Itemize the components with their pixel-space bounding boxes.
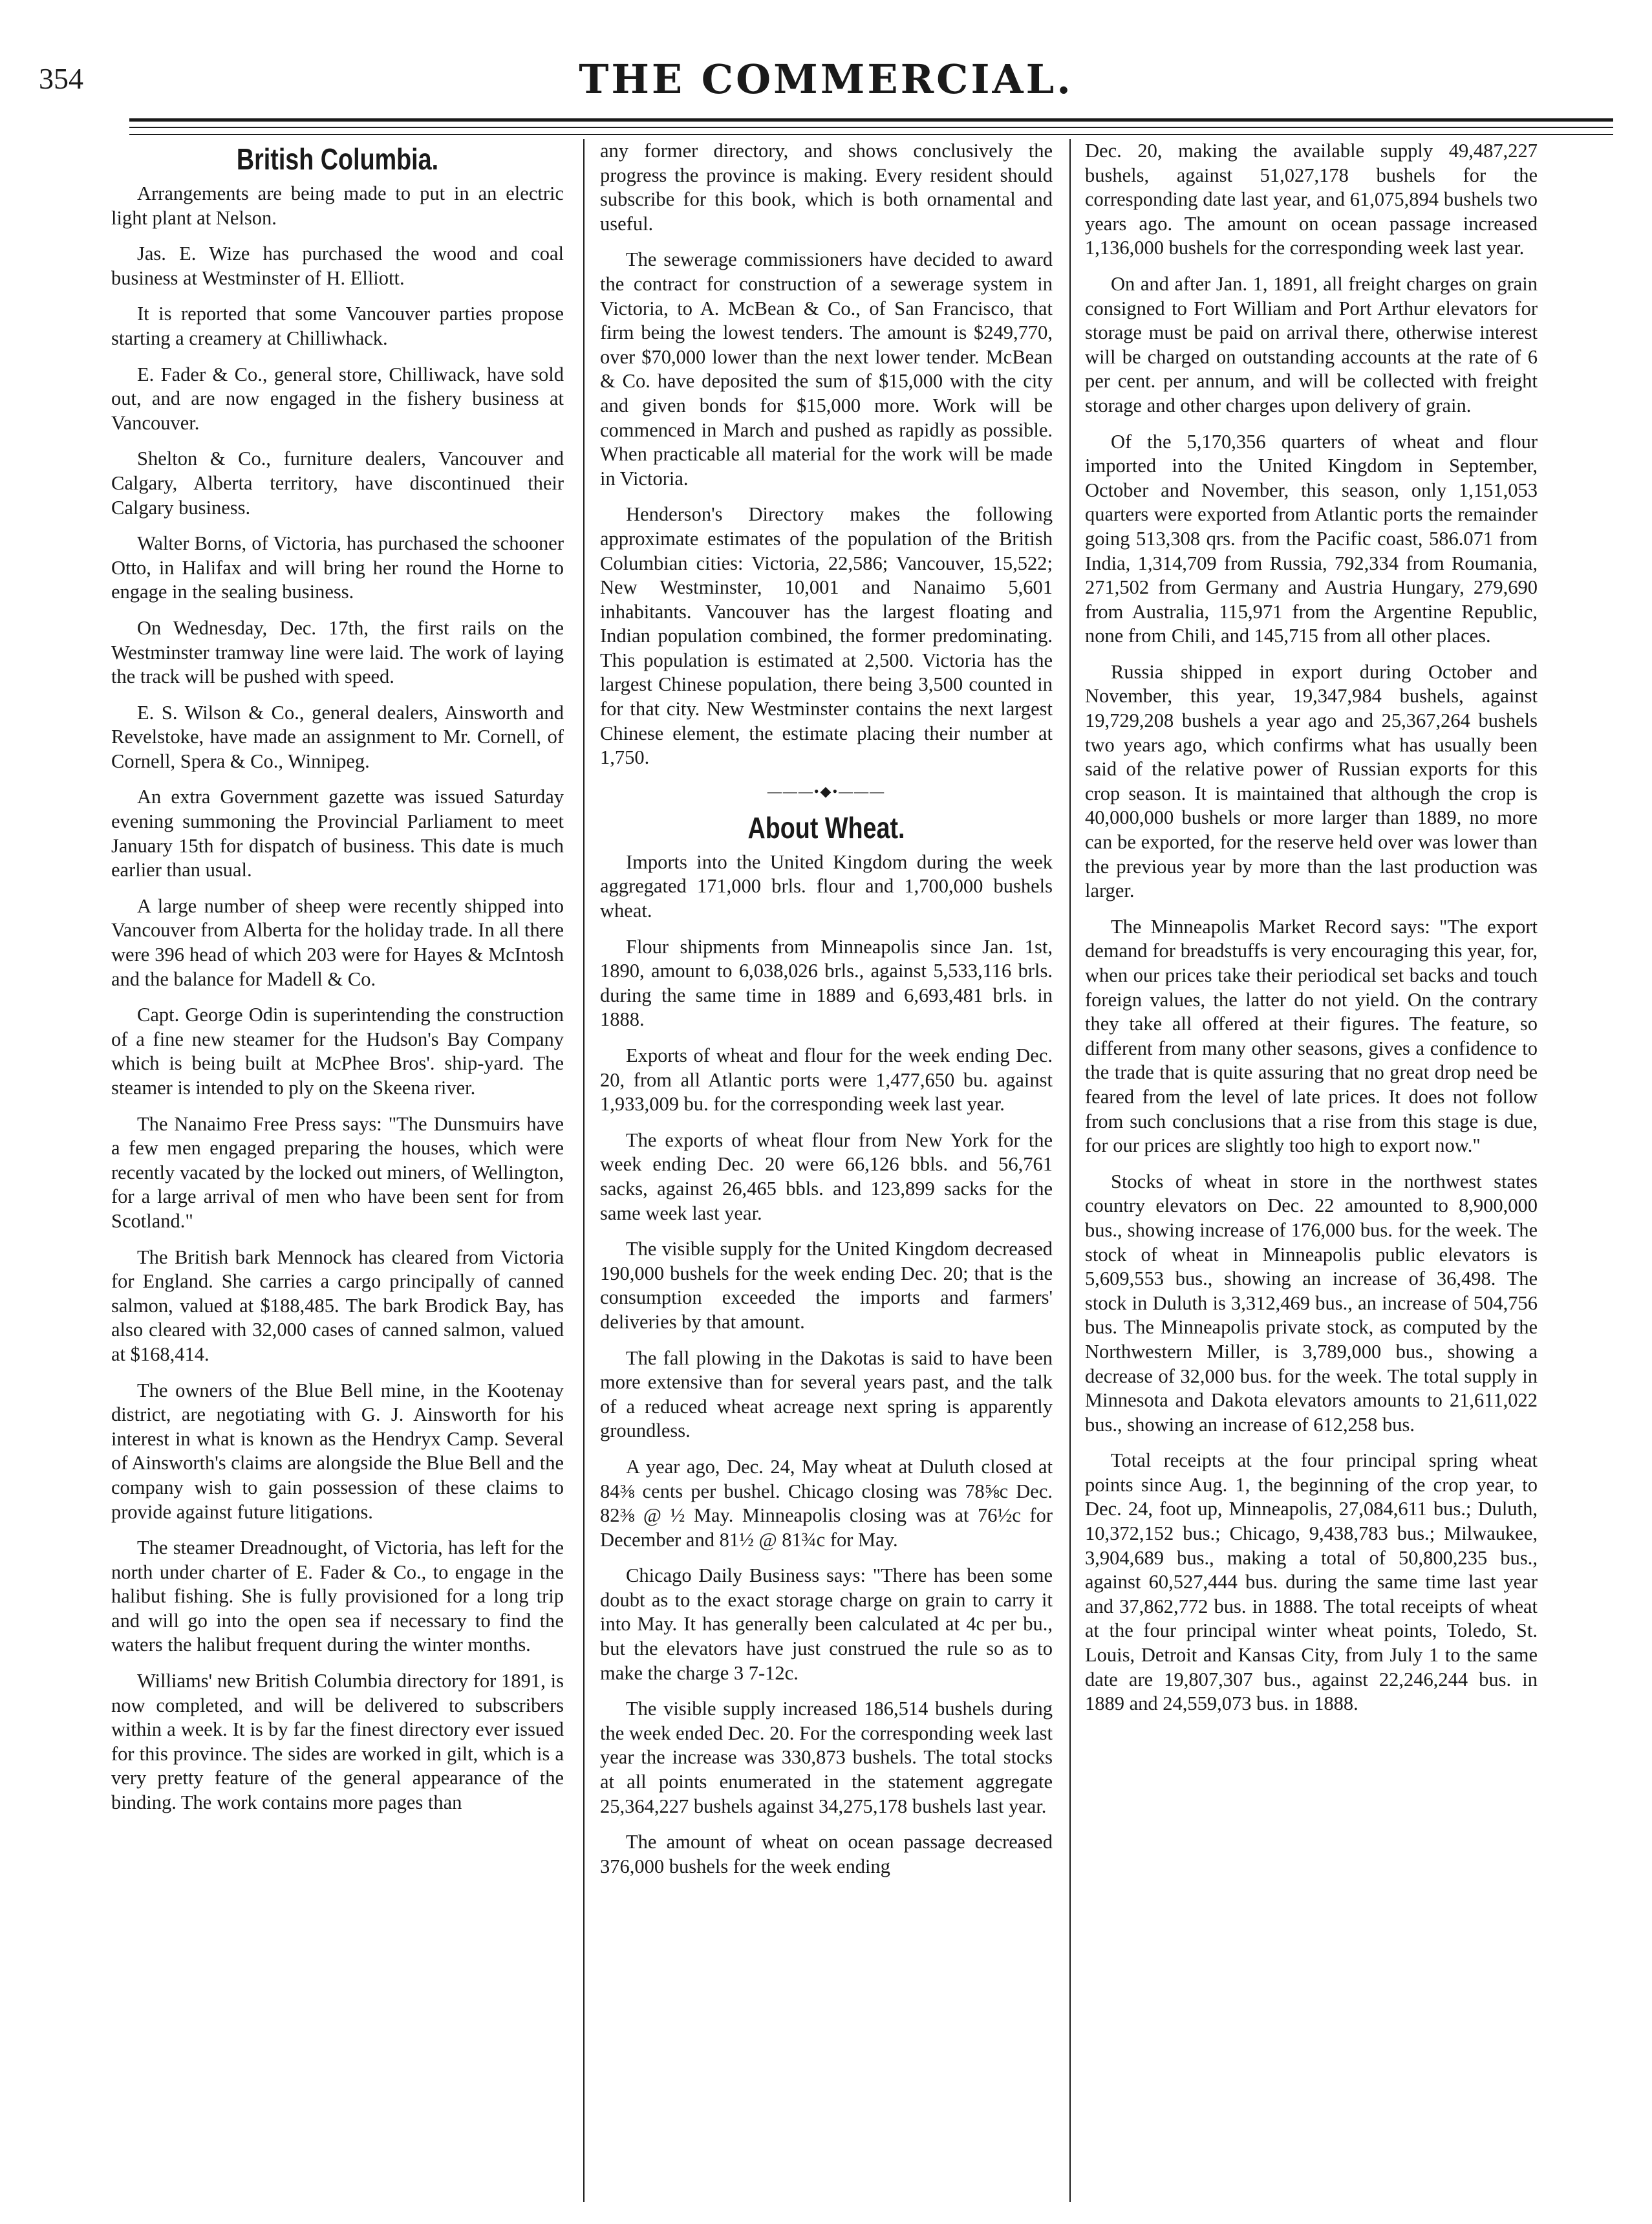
article-paragraph: The sewerage commissioners have decided to award the contract for construction of a sewerage system in Victoria, to A. McBean & Co., of San Francisco, that firm being the lowest tenders. The amount is $249,770, over $70,000 lower than the next lower tender. McBean & Co. have deposited the sum of $15,000 with the city and given bonds for $15,000 more. Work will be commenced in March and pushed as rapidly as possible. When practicable all material for the work will be made in Victoria. [600, 248, 1053, 490]
article-paragraph: The exports of wheat flour from New York for the week ending Dec. 20 were 66,126 bbls. and 56,761 sacks, against 26,465 bbls. and 123,899 sacks for the same week last year. [600, 1128, 1053, 1224]
article-paragraph: A year ago, Dec. 24, May wheat at Duluth closed at 84⅜ cents per bushel. Chicago closing was 78⅝c Dec. 82⅜ @ ½ May. Minneapolis closing was at 76½c for December and 81½ @ 81¾c for May. [600, 1455, 1053, 1551]
column-2 [600, 139, 1053, 2202]
masthead-rule-thin-lower [129, 134, 1613, 135]
section-heading-british-columbia: British Columbia. [236, 142, 439, 176]
article-paragraph: Exports of wheat and flour for the week ending Dec. 20, from all Atlantic ports were 1,477,650 bu. against 1,933,009 bu. for the corresponding week last year. [600, 1044, 1053, 1116]
article-paragraph: The British bark Mennock has cleared from Victoria for England. She carries a cargo principally of canned salmon, valued at $188,485. The bark Brodick Bay, has also cleared with 32,000 cases of canned salmon, valued at $168,414. [111, 1246, 564, 1365]
article-paragraph: The steamer Dreadnought, of Victoria, has left for the north under charter of E. Fader & Co., to engage in the halibut fishing. She is fully provisioned for a long trip and will go into the open sea if necessary to find the waters the halibut frequent during the winter months. [111, 1537, 564, 1656]
article-paragraph: E. S. Wilson & Co., general dealers, Ainsworth and Revelstoke, have made an assignment to Mr. Cornell, of Cornell, Spera & Co., Winnipeg. [111, 701, 564, 772]
article-paragraph: Arrangements are being made to put in an electric light plant at Nelson. [111, 182, 564, 229]
article-paragraph: Shelton & Co., furniture dealers, Vancouver and Calgary, Alberta territory, have discontinued their Calgary business. [111, 448, 564, 519]
article-paragraph: Jas. E. Wize has purchased the wood and coal business at Westminster of H. Elliott. [111, 243, 564, 289]
masthead-rule-thin [129, 127, 1613, 128]
article-paragraph: Stocks of wheat in store in the northwest states country elevators on Dec. 22 amounted to 8,900,000 bus., showing increase of 176,000 bus. for the week. The stock of wheat in Minneapolis public elevators is 5,609,553 bus., showing an increase of 36,498. The stock in Duluth is 3,312,469 bus., an increase of 504,756 bus. The Minneapolis private stock, as computed by the Northwestern Miller, is 3,789,000 bus., showing a decrease of 32,000 bus. for the week. The total supply in Minnesota and Dakota elevators amounts to 21,611,022 bus., showing an increase of 612,258 bus. [1085, 1170, 1538, 1436]
article-paragraph: It is reported that some Vancouver parties propose starting a creamery at Chilliwhack. [111, 303, 564, 349]
article-paragraph: Imports into the United Kingdom during the week aggregated 171,000 brls. flour and 1,700,000 bushels wheat. [600, 850, 1053, 922]
article-paragraph: Capt. George Odin is superintending the construction of a fine new steamer for the Hudson's Bay Company which is being built at McPhee Bros'. ship-yard. The steamer is intended to ply on the Skeena river. [111, 1004, 564, 1099]
article-paragraph: Walter Borns, of Victoria, has purchased the schooner Otto, in Halifax and will bring her round the Horne to engage in the sealing business. [111, 532, 564, 603]
section-divider: ———•◆•——— [767, 783, 886, 799]
article-paragraph: An extra Government gazette was issued Saturday evening summoning the Provincial Parliament to meet January 15th for dispatch of business. This date is much earlier than usual. [111, 786, 564, 881]
article-paragraph: On Wednesday, Dec. 17th, the first rails on the Westminster tramway line were laid. The work of laying the track will be pushed with speed. [111, 616, 564, 688]
article-paragraph: Chicago Daily Business says: "There has been some doubt as to the exact storage charge on grain to carry it into May. It has generally been calculated at 4c per bu., but the elevators have just construed the rule so as to make the charge 3 7-12c. [600, 1564, 1053, 1684]
page-number: 354 [39, 62, 83, 95]
article-paragraph: The Minneapolis Market Record says: "The export demand for breadstuffs is very encouraging this year, for, when our prices take their periodical set backs and touch foreign values, the latter do not yield. On the contrary they take all offered at their figures. The feature, so different from many other seasons, gives a confidence to the trade that is quite assuring that no great drop need be feared from the level of late prices. It does not follow from such conclusions that a rise from this stage is due, for our prices are slightly too high to export now." [1085, 915, 1538, 1157]
article-paragraph: The fall plowing in the Dakotas is said to have been more extensive than for several years past, and the talk of a reduced wheat acreage next spring is apparently groundless. [600, 1346, 1053, 1442]
article-paragraph: Henderson's Directory makes the following approximate estimates of the population of the British Columbian cities: Victoria, 22,586; Vancouver, 15,522; New Westminster, 10,001 and Nanaimo 5,601 inhabitants. Vancouver has the largest floating and Indian population combined, the former predominating. This population is estimated at 2,500. Victoria has the largest Chinese population, there being 3,500 counted in for that city. New Westminster contains the next largest Chinese element, the estimate placing their number at 1,750. [600, 503, 1053, 769]
article-paragraph: E. Fader & Co., general store, Chilliwack, have sold out, and are now engaged in the fishery business at Vancouver. [111, 363, 564, 434]
column-rule-right [1069, 139, 1071, 2202]
article-paragraph: Russia shipped in export during October and November, this year, 19,347,984 bushels, against 19,729,208 bushels a year ago and 25,367,264 bushels two years ago, which confirms what has usually been said of the relative power of Russian exports for this crop season. It is maintained that although the crop is 40,000,000 bushels or more larger than 1889, no more can be exported, for the reserve held over was lower than the previous year by more than the last production was larger. [1085, 660, 1538, 902]
article-paragraph: The visible supply increased 186,514 bushels during the week ended Dec. 20. For the corresponding week last year the increase was 330,873 bushels. The total stocks at all points enumerated in the statement aggregate 25,364,227 bushels against 34,275,178 bushels last year. [600, 1698, 1053, 1817]
column-1 [111, 139, 564, 2202]
column-3 [1085, 139, 1538, 2202]
masthead-rule-thick [129, 118, 1613, 122]
article-paragraph: Of the 5,170,356 quarters of wheat and flour imported into the United Kingdom in September, October and November, this season, only 1,151,053 quarters were exported from Atlantic ports the remainder going 513,308 qrs. from the Pacific coast, 586.071 from India, 1,314,709 from Russia, 792,334 from Roumania, 271,502 from Germany and Austria Hungary, 279,690 from Australia, 115,971 from the Argentine Republic, none from Chili, and 145,715 from all other places. [1085, 430, 1538, 647]
column-rule-left [583, 139, 585, 2202]
article-paragraph: Flour shipments from Minneapolis since Jan. 1st, 1890, amount to 6,038,026 brls., against 5,533,116 brls. during the same time in 1889 and 6,693,481 brls. in 1888. [600, 935, 1053, 1031]
article-paragraph-continued: any former directory, and shows conclusively the progress the province is making. Every resident should subscribe for this book, which is both ornamental and useful. [600, 140, 1053, 235]
article-paragraph: The visible supply for the United Kingdom decreased 190,000 bushels for the week ending Dec. 20; that is the consumption exceeded the imports and farmers' deliveries by that amount. [600, 1238, 1053, 1333]
article-paragraph-continued: Dec. 20, making the available supply 49,487,227 bushels, against 51,027,178 bushels for the corresponding date last year, and 61,075,894 bushels two years ago. The amount on ocean passage increased 1,136,000 bushels for the corresponding week last year. [1085, 140, 1538, 259]
article-paragraph: Williams' new British Columbia directory for 1891, is now completed, and will be delivered to subscribers within a week. It is by far the finest directory ever issued for this province. The sides are worked in gilt, which is a very pretty feature of the general appearance of the binding. The work contains more pages than [111, 1670, 564, 1814]
article-paragraph: The amount of wheat on ocean passage decreased 376,000 bushels for the week ending [600, 1831, 1053, 1877]
article-paragraph: A large number of sheep were recently shipped into Vancouver from Alberta for the holiday trade. In all there were 396 head of which 203 were for Hayes & McIntosh and the balance for Madell & Co. [111, 894, 564, 990]
article-paragraph: Total receipts at the four principal spring wheat points since Aug. 1, the beginning of the crop year, to Dec. 24, foot up, Minneapolis, 27,084,611 bus.; Duluth, 10,372,152 bus.; Chicago, 9,438,783 bus.; Milwaukee, 3,904,689 bus., making a total of 50,800,235 bus., against 60,527,444 bus. during the same time last year and 37,862,772 bus. in 1888. The total receipts of wheat at the four principal winter wheat points, Toledo, St. Louis, Detroit and Kansas City, from July 1 to the same date are 19,807,307 bus., against 22,246,244 bus. in 1889 and 24,559,073 bus. in 1888. [1085, 1449, 1538, 1715]
section-heading-about-wheat: About Wheat. [747, 810, 905, 845]
article-paragraph: The Nanaimo Free Press says: "The Dunsmuirs have a few men engaged preparing the houses, which were recently vacated by the locked out miners, of Wellington, for a large arrival of men who have been sent for from Scotland." [111, 1112, 564, 1232]
article-paragraph: On and after Jan. 1, 1891, all freight charges on grain consigned to Fort William and Port Arthur elevators for storage must be paid on arrival there, otherwise interest will be charged on outstanding accounts at the rate of 6 per cent. per annum, and will be collected with freight storage and other charges upon delivery of grain. [1085, 272, 1538, 416]
masthead: THE COMMERCIAL. [579, 56, 1073, 103]
article-paragraph: The owners of the Blue Bell mine, in the Kootenay district, are negotiating with G. J. Ainsworth for his interest in what is known as the Hendryx Camp. Several of Ainsworth's claims are alongside the Blue Bell and the company wish to gain possession of these claims to provide against future litigations. [111, 1379, 564, 1523]
